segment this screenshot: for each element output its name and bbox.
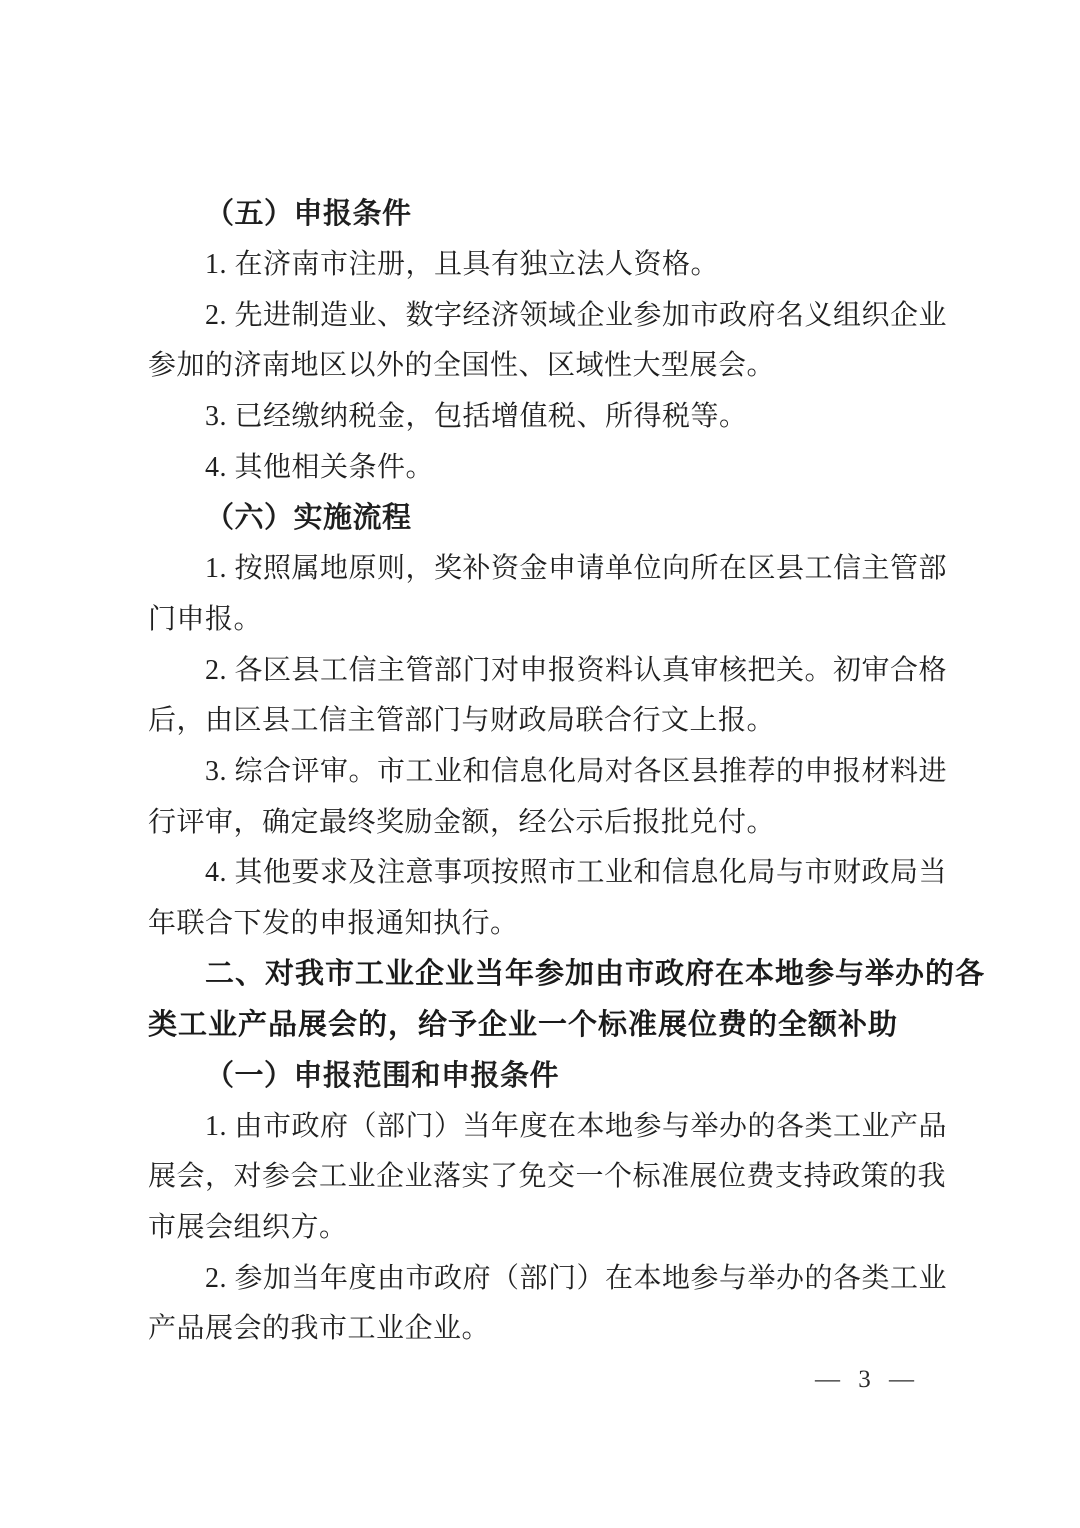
body-text-line: 3. 已经缴纳税金，包括增值税、所得税等。 <box>205 401 748 433</box>
body-text-line: 1. 由市政府（部门）当年度在本地参与举办的各类工业产品 <box>205 1110 948 1142</box>
body-text-line: 1. 按照属地原则，奖补资金申请单位向所在区县工信主管部 <box>205 553 948 585</box>
chapter-heading-line: 二、对我市工业企业当年参加由市政府在本地参与举办的各 <box>205 958 986 991</box>
body-text-line: 年联合下发的申报通知执行。 <box>148 907 519 939</box>
body-text-line: 门申报。 <box>148 603 263 635</box>
body-text-line: 2. 参加当年度由市政府（部门）在本地参与举办的各类工业 <box>205 1262 948 1294</box>
body-text-line: 后，由区县工信主管部门与财政局联合行文上报。 <box>148 705 776 737</box>
body-text-line: 参加的济南地区以外的全国性、区域性大型展会。 <box>148 350 776 382</box>
body-text-line: 产品展会的我市工业企业。 <box>148 1313 491 1345</box>
body-text-line: 4. 其他要求及注意事项按照市工业和信息化局与市财政局当 <box>205 857 948 889</box>
document-text-block <box>148 186 986 1352</box>
body-text-line: 1. 在济南市注册，且具有独立法人资格。 <box>205 249 720 281</box>
section-heading: （六）实施流程 <box>205 501 412 534</box>
section-heading: （一）申报范围和申报条件 <box>205 1059 560 1092</box>
body-text-line: 展会，对参会工业企业落实了免交一个标准展位费支持政策的我 <box>148 1161 947 1193</box>
body-text-line: 2. 先进制造业、数字经济领域企业参加市政府名义组织企业 <box>205 299 948 331</box>
body-text-line: 2. 各区县工信主管部门对申报资料认真审核把关。初审合格 <box>205 654 948 686</box>
chapter-heading-line: 类工业产品展会的，给予企业一个标准展位费的全额补助 <box>148 1008 899 1041</box>
section-heading: （五）申报条件 <box>205 197 412 230</box>
page-number: — 3 — <box>815 1366 920 1393</box>
body-text-line: 行评审，确定最终奖励金额，经公示后报批兑付。 <box>148 806 776 838</box>
body-text-line: 市展会组织方。 <box>148 1212 348 1244</box>
body-text-line: 4. 其他相关条件。 <box>205 451 435 483</box>
body-text-line: 3. 综合评审。市工业和信息化局对各区县推荐的申报材料进 <box>205 755 948 787</box>
